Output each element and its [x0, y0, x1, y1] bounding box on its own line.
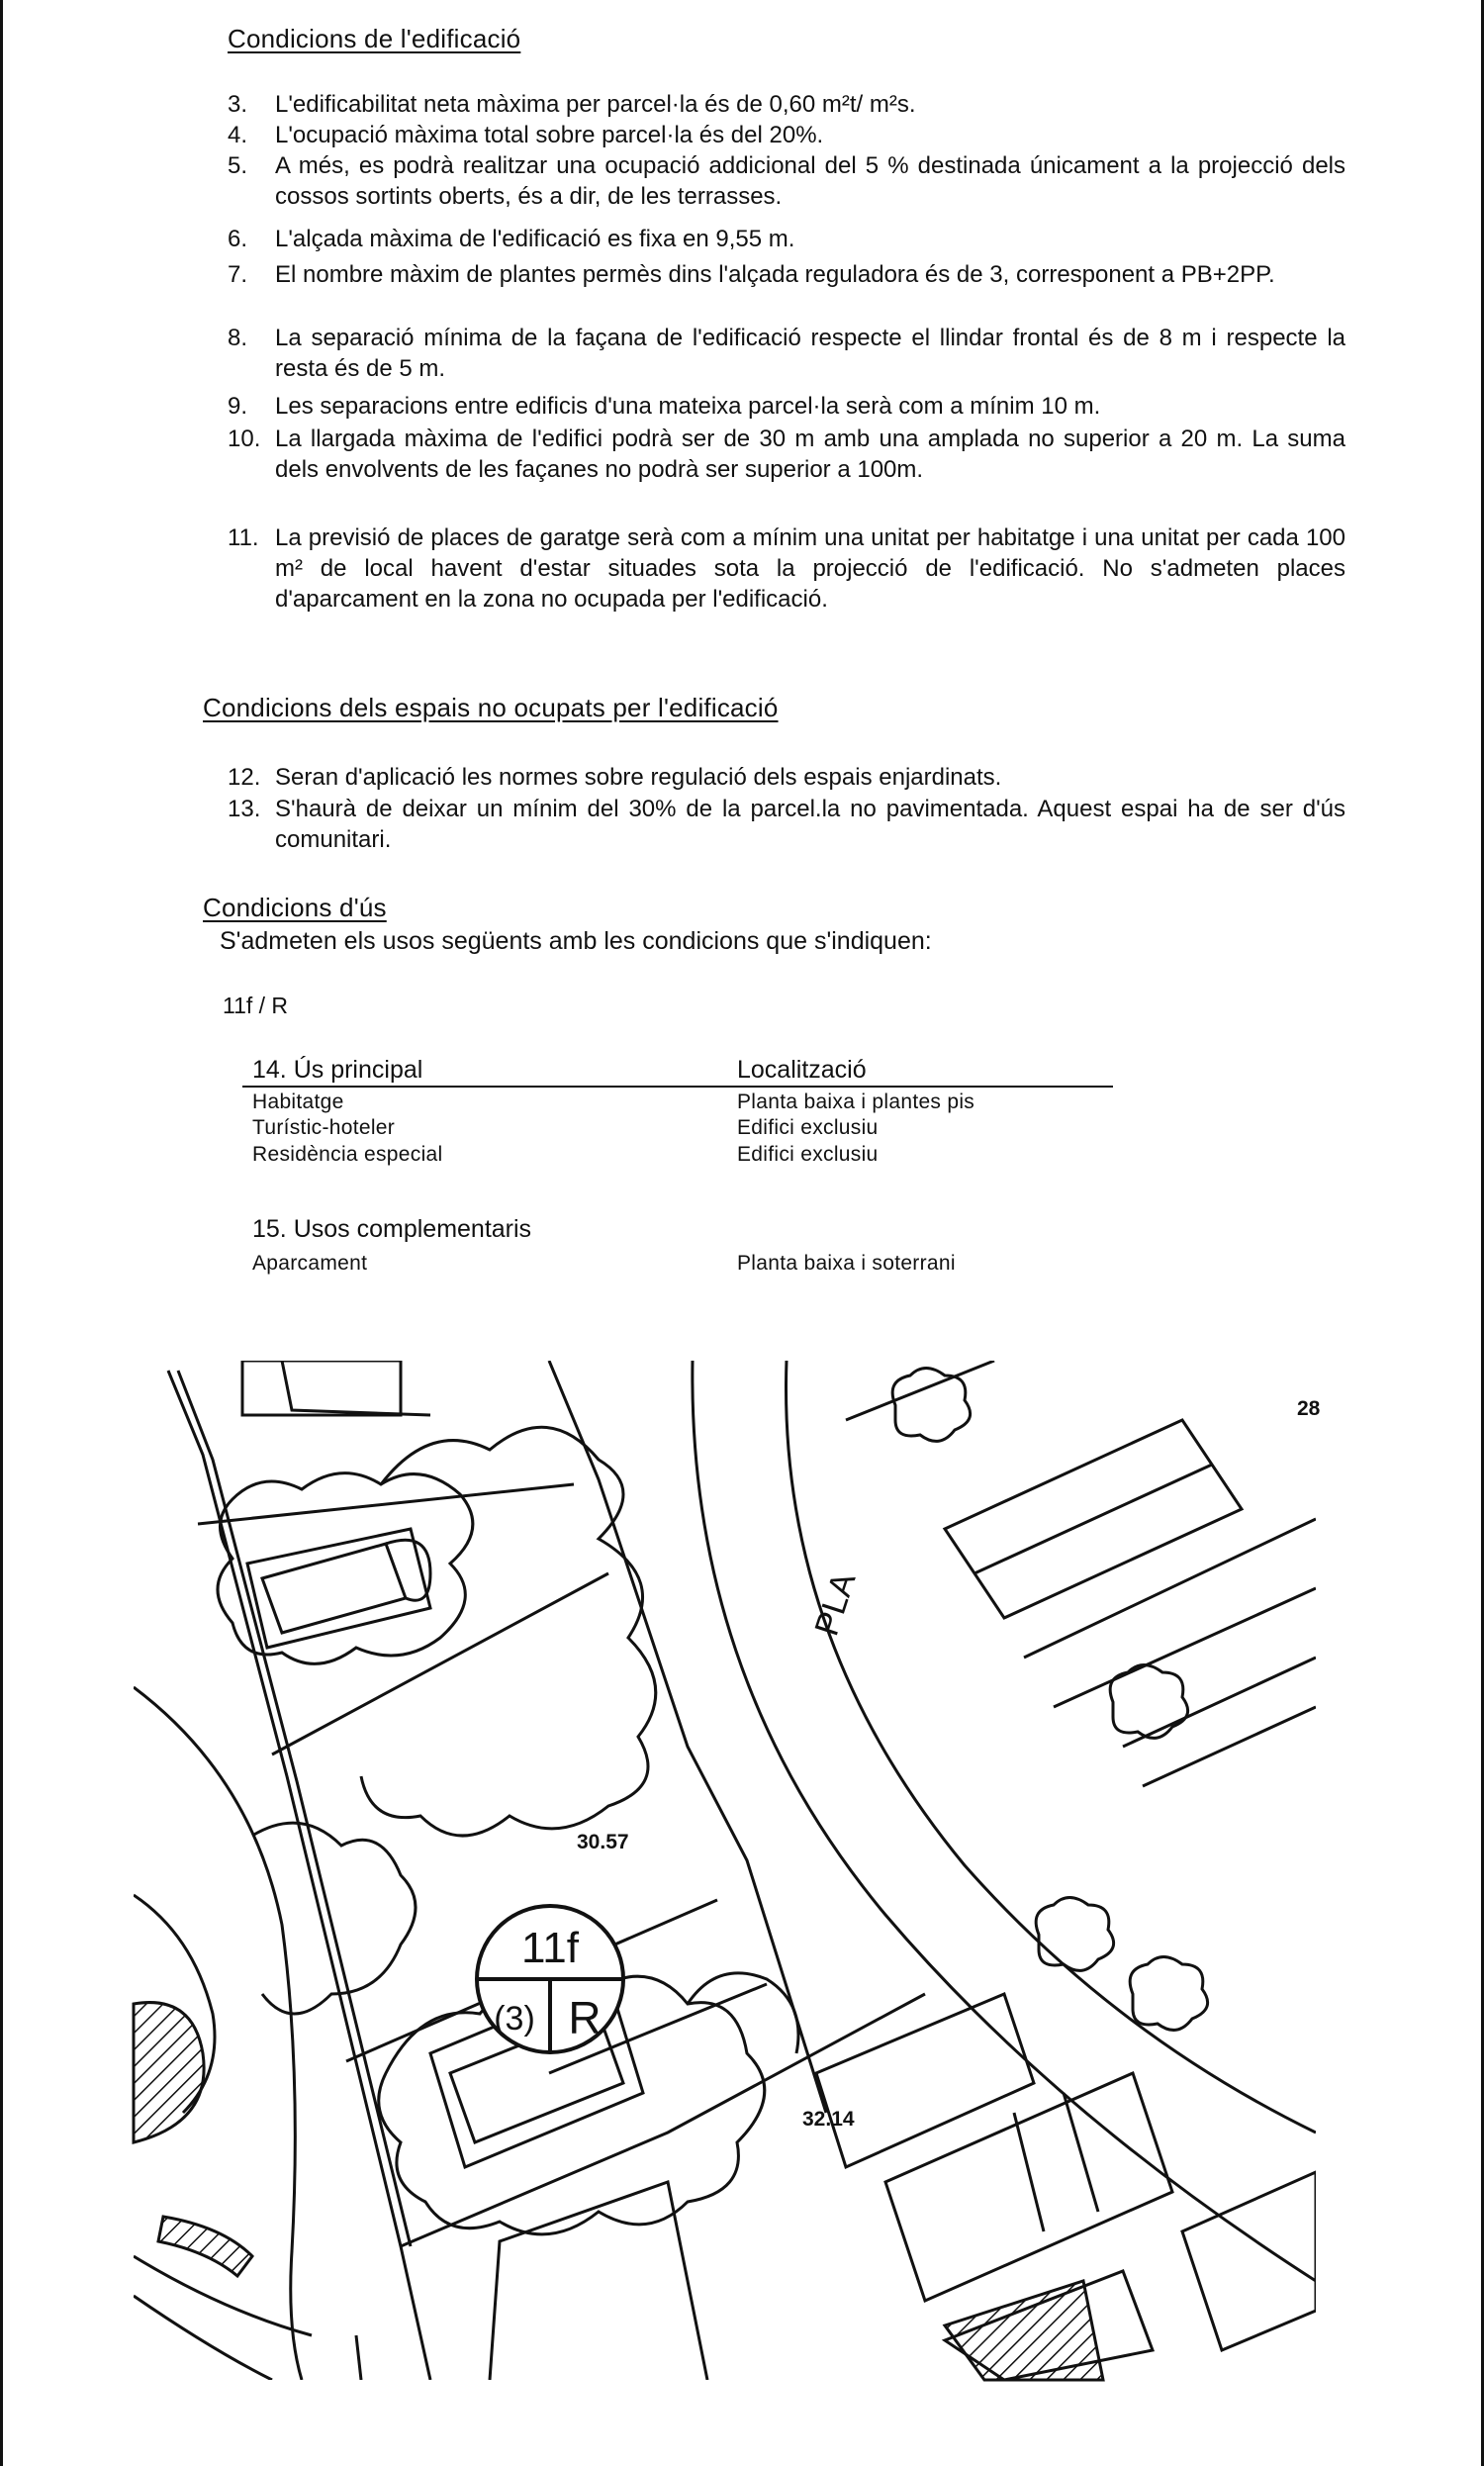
building-outline [282, 1361, 430, 1415]
item-text: Seran d'aplicació les normes sobre regulació dels espais enjardinats. [275, 764, 1002, 791]
table-cell-location: Edifici exclusiu [737, 1116, 879, 1139]
road-edge [134, 2256, 312, 2335]
list-item [228, 522, 1345, 615]
tree-canopy [218, 1473, 473, 1664]
building-outline [356, 2335, 361, 2380]
tree-symbol [1036, 1898, 1113, 1971]
item-text: La separació mínima de la façana de l'edificació respecte el llindar frontal és de 8 m i respecte la resta és de 5 m. [275, 325, 1345, 382]
table-heading-complementaris: 15. Usos complementaris [252, 1215, 532, 1243]
item-number: 11. [228, 524, 259, 551]
road-edge [693, 1361, 1316, 2281]
item-text: La previsió de places de garatge serà com a mínim una unitat per habitatge i una unitat per cada 100 m² de local havent d'estar situades sota la projecció de l'edificació. No s'admeten places d'aparcament en la zona no ocupada per l'edificació. [275, 524, 1345, 613]
list-item [228, 323, 1345, 384]
street-number-label: 28 [1297, 1397, 1321, 1420]
elevation-label: 30.57 [577, 1831, 629, 1853]
list-item [228, 794, 1345, 855]
hatched-area [134, 2003, 204, 2142]
item-number: 10. [228, 426, 261, 452]
item-text: L'alçada màxima de l'edificació es fixa en 9,55 m. [275, 226, 795, 252]
list-item [228, 89, 1345, 120]
road-edge [134, 2296, 272, 2380]
item-text: El nombre màxim de plantes permès dins l'alçada reguladora és de 3, corresponent a PB+2PP. [275, 261, 1275, 288]
item-number: 9. [228, 393, 248, 420]
building-outline [885, 2073, 1172, 2301]
item-number: 7. [228, 261, 248, 288]
hatched-area [158, 2217, 252, 2276]
table-heading-localitzacio: Localització [737, 1056, 867, 1084]
elevation-label: 32.14 [802, 2108, 855, 2131]
item-text: A més, es podrà realitzar una ocupació addicional del 5 % destinada únicament a la projecció dels cossos sortints oberts, és a dir, de les terrasses. [275, 152, 1345, 210]
zone-code-left: (3) [494, 2000, 535, 2038]
building-outline [1123, 1658, 1316, 1786]
item-text: S'haurà de deixar un mínim del 30% de la parcel.la no pavimentada. Aquest espai ha de ser d'ús comunitari. [275, 796, 1345, 853]
list-item [228, 424, 1345, 485]
tree-canopy [361, 1427, 656, 1836]
road-edge [787, 1361, 1317, 2133]
street-name-label: PLA [807, 1567, 864, 1641]
item-number: 13. [228, 796, 261, 822]
item-number: 5. [228, 152, 248, 179]
hatched-area [945, 2281, 1103, 2380]
list-item [228, 120, 1345, 150]
table-heading-principal: 14. Ús principal [252, 1056, 423, 1084]
table-cell-location: Planta baixa i plantes pis [737, 1091, 975, 1113]
page-left-border [0, 0, 3, 2466]
table-cell-use: Turístic-hoteler [252, 1116, 396, 1139]
list-item [228, 391, 1345, 422]
item-number: 8. [228, 325, 248, 351]
building-outline [816, 1994, 1034, 2167]
heading-edificacio: Condicions de l'edificació [228, 24, 521, 53]
item-number: 12. [228, 764, 261, 791]
zone-symbol [477, 1906, 623, 2052]
site-plan-drawing [134, 1361, 1321, 2380]
tree-canopy [252, 1823, 416, 2014]
building-outline [1182, 2172, 1316, 2350]
table-cell-use: Aparcament [252, 1252, 368, 1275]
item-text: L'edificabilitat neta màxima per parcel·la és de 0,60 m²t/ m²s. [275, 91, 916, 118]
building-outline [974, 1465, 1212, 1573]
building-outline [386, 1540, 430, 1600]
table-rule [242, 1086, 1113, 1088]
table-cell-use: Residència especial [252, 1143, 443, 1166]
item-text: La llargada màxima de l'edifici podrà ser de 30 m amb una amplada no superior a 20 m. La suma dels envolvents de les façanes no podrà ser superior a 100m. [275, 426, 1345, 483]
zone-code-top: 11f [521, 1924, 579, 1972]
table-cell-use: Habitatge [252, 1091, 344, 1113]
list-item [228, 150, 1345, 212]
item-text: Les separacions entre edificis d'una mateixa parcel·la serà com a mínim 10 m. [275, 393, 1101, 420]
list-item [228, 259, 1345, 290]
heading-us: Condicions d'ús [203, 893, 387, 922]
item-text: L'ocupació màxima total sobre parcel·la és del 20%. [275, 122, 824, 148]
tree-symbol [892, 1369, 970, 1442]
item-number: 4. [228, 122, 248, 148]
list-item [228, 762, 1345, 793]
zone-code-right: R [568, 1992, 602, 2043]
table-cell-location: Edifici exclusiu [737, 1143, 879, 1166]
list-item [228, 224, 1345, 254]
building-outline [242, 1361, 401, 1415]
zone-code: 11f / R [223, 993, 289, 1018]
table-cell-location: Planta baixa i soterrani [737, 1252, 956, 1275]
item-number: 3. [228, 91, 248, 118]
parcel-divider [198, 1484, 574, 1524]
tree-symbol [1130, 1957, 1207, 2031]
item-number: 6. [228, 226, 248, 252]
heading-espais: Condicions dels espais no ocupats per l'edificació [203, 693, 779, 722]
us-intro: S'admeten els usos següents amb les condicions que s'indiquen: [220, 927, 932, 955]
